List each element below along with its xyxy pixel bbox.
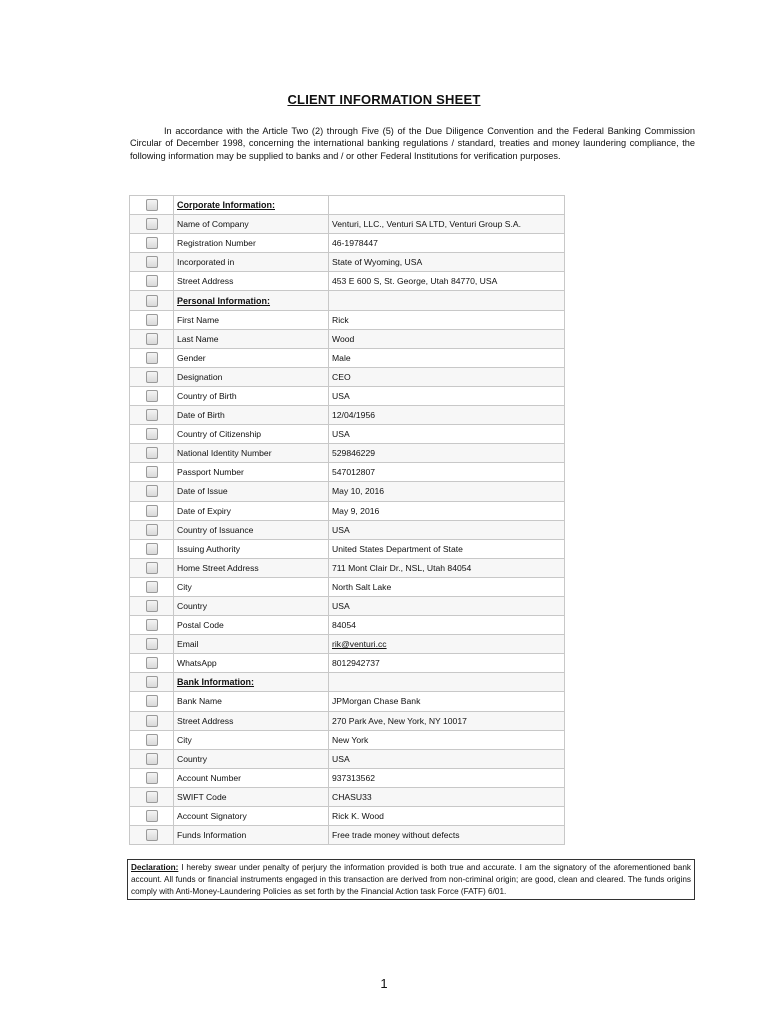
section-row	[130, 673, 565, 692]
section-heading: Personal Information:	[177, 295, 271, 306]
table-row	[130, 807, 565, 826]
table-row	[130, 826, 565, 845]
field-label-cell	[174, 425, 329, 444]
field-value: USA	[332, 753, 350, 764]
field-value-cell	[329, 539, 565, 558]
checkbox[interactable]	[146, 218, 158, 230]
field-label: Postal Code	[177, 620, 224, 631]
checkbox-cell	[130, 425, 174, 444]
table-row	[130, 501, 565, 520]
intro-paragraph	[130, 125, 695, 162]
table-row	[130, 616, 565, 635]
field-value-cell	[329, 444, 565, 463]
checkbox-cell	[130, 654, 174, 673]
field-label-cell	[174, 329, 329, 348]
checkbox[interactable]	[146, 657, 158, 669]
checkbox[interactable]	[146, 371, 158, 383]
table-row	[130, 463, 565, 482]
checkbox[interactable]	[146, 829, 158, 841]
field-value-cell	[329, 807, 565, 826]
checkbox-cell	[130, 692, 174, 711]
checkbox-cell	[130, 253, 174, 272]
checkbox[interactable]	[146, 199, 158, 211]
checkbox-cell	[130, 272, 174, 291]
section-heading: Corporate Information:	[177, 200, 275, 211]
intro-text: In accordance with the Article Two (2) through Five (5) of the Due Diligence Convention and the Federal Banking Commission Circular of December 1998, concerning the international banking regulations / standard, treaties and money laundering compliance, the following information may be supplied to banks and / or other Federal Institutions for verification purposes.	[130, 126, 695, 161]
field-value-cell	[329, 310, 565, 329]
field-label-cell	[174, 635, 329, 654]
checkbox[interactable]	[146, 810, 158, 822]
field-value-cell	[329, 577, 565, 596]
field-value: North Salt Lake	[332, 581, 392, 592]
field-value: CEO	[332, 371, 351, 382]
table-row	[130, 329, 565, 348]
field-label: Country of Birth	[177, 390, 237, 401]
section-heading: Bank Information:	[177, 677, 255, 688]
field-label: Name of Company	[177, 219, 249, 230]
table-row	[130, 272, 565, 291]
field-value: May 9, 2016	[332, 505, 380, 516]
checkbox-cell	[130, 768, 174, 787]
checkbox-cell	[130, 807, 174, 826]
table-row	[130, 348, 565, 367]
field-value: USA	[332, 429, 350, 440]
field-label-cell	[174, 577, 329, 596]
table-row	[130, 711, 565, 730]
field-value: 453 E 600 S, St. George, Utah 84770, USA	[332, 276, 498, 287]
field-label-cell	[174, 272, 329, 291]
table-row	[130, 635, 565, 654]
checkbox-cell	[130, 749, 174, 768]
field-value-cell	[329, 616, 565, 635]
field-label: WhatsApp	[177, 658, 217, 669]
table-row	[130, 310, 565, 329]
checkbox-cell	[130, 196, 174, 215]
field-value-cell	[329, 482, 565, 501]
field-value-cell	[329, 386, 565, 405]
email-link[interactable]: rik@venturi.cc	[332, 639, 387, 650]
field-label: Street Address	[177, 715, 234, 726]
field-value-cell	[329, 558, 565, 577]
table-row	[130, 596, 565, 615]
field-label-cell	[174, 444, 329, 463]
field-label: Bank Name	[177, 696, 222, 707]
field-label-cell	[174, 749, 329, 768]
checkbox-cell	[130, 635, 174, 654]
checkbox[interactable]	[146, 390, 158, 402]
field-value-cell	[329, 291, 565, 310]
field-value: 46-1978447	[332, 238, 378, 249]
declaration-box	[127, 859, 695, 900]
field-value-cell	[329, 196, 565, 215]
checkbox[interactable]	[146, 485, 158, 497]
field-label: Account Signatory	[177, 811, 247, 822]
checkbox-cell	[130, 539, 174, 558]
field-label: City	[177, 734, 192, 745]
checkbox[interactable]	[146, 237, 158, 249]
field-value: May 10, 2016	[332, 486, 385, 497]
field-value-cell	[329, 425, 565, 444]
table-row	[130, 749, 565, 768]
field-label-cell	[174, 768, 329, 787]
field-label-cell	[174, 673, 329, 692]
field-value: 937313562	[332, 772, 376, 783]
field-value-cell	[329, 501, 565, 520]
checkbox[interactable]	[146, 562, 158, 574]
field-label-cell	[174, 291, 329, 310]
field-label-cell	[174, 501, 329, 520]
field-value-cell	[329, 406, 565, 425]
field-label: Designation	[177, 371, 223, 382]
checkbox[interactable]	[146, 256, 158, 268]
field-value: 547012807	[332, 467, 376, 478]
field-value: 711 Mont Clair Dr., NSL, Utah 84054	[332, 562, 472, 573]
checkbox[interactable]	[146, 772, 158, 784]
field-label: Issuing Authority	[177, 543, 241, 554]
checkbox[interactable]	[146, 581, 158, 593]
checkbox[interactable]	[146, 333, 158, 345]
checkbox[interactable]	[146, 791, 158, 803]
table-row	[130, 558, 565, 577]
field-label-cell	[174, 386, 329, 405]
field-value-cell	[329, 348, 565, 367]
checkbox[interactable]	[146, 543, 158, 555]
field-label-cell	[174, 196, 329, 215]
checkbox[interactable]	[146, 638, 158, 650]
field-value-cell	[329, 367, 565, 386]
field-label-cell	[174, 215, 329, 234]
table-row	[130, 386, 565, 405]
checkbox-cell	[130, 444, 174, 463]
field-label: Email	[177, 639, 199, 650]
field-label: Country	[177, 601, 208, 612]
checkbox[interactable]	[146, 505, 158, 517]
field-value: USA	[332, 601, 350, 612]
field-value-cell	[329, 596, 565, 615]
field-label: Country	[177, 753, 208, 764]
field-label-cell	[174, 406, 329, 425]
checkbox[interactable]	[146, 676, 158, 688]
field-value-cell	[329, 768, 565, 787]
checkbox[interactable]	[146, 753, 158, 765]
field-label-cell	[174, 463, 329, 482]
field-label-cell	[174, 520, 329, 539]
field-value: 529846229	[332, 448, 376, 459]
table-row	[130, 425, 565, 444]
table-row	[130, 539, 565, 558]
field-label: Incorporated in	[177, 257, 235, 268]
table-row	[130, 654, 565, 673]
field-label: Country of Citizenship	[177, 429, 262, 440]
checkbox-cell	[130, 596, 174, 615]
field-label: Date of Expiry	[177, 505, 231, 516]
field-value-cell	[329, 253, 565, 272]
field-value: Venturi, LLC., Venturi SA LTD, Venturi Group S.A.	[332, 219, 522, 230]
field-value-cell	[329, 635, 565, 654]
field-value: 84054	[332, 620, 356, 631]
field-value: Wood	[332, 333, 355, 344]
table-row	[130, 406, 565, 425]
field-label: Street Address	[177, 276, 234, 287]
field-value: 270 Park Ave, New York, NY 10017	[332, 715, 467, 726]
field-label-cell	[174, 367, 329, 386]
field-value: USA	[332, 390, 350, 401]
field-label-cell	[174, 787, 329, 806]
field-label: Last Name	[177, 333, 219, 344]
field-value-cell	[329, 654, 565, 673]
checkbox-cell	[130, 577, 174, 596]
field-value-cell	[329, 272, 565, 291]
table-row	[130, 367, 565, 386]
field-label-cell	[174, 482, 329, 501]
client-info-table	[129, 195, 565, 845]
checkbox-cell	[130, 406, 174, 425]
checkbox-cell	[130, 673, 174, 692]
field-value: United States Department of State	[332, 543, 463, 554]
checkbox[interactable]	[146, 275, 158, 287]
field-value: Male	[332, 352, 351, 363]
field-value-cell	[329, 826, 565, 845]
field-value: 8012942737	[332, 658, 380, 669]
field-value-cell	[329, 215, 565, 234]
checkbox-cell	[130, 616, 174, 635]
field-label-cell	[174, 348, 329, 367]
checkbox-cell	[130, 826, 174, 845]
checkbox-cell	[130, 291, 174, 310]
field-value-cell	[329, 673, 565, 692]
field-label: Home Street Address	[177, 562, 259, 573]
field-value: Free trade money without defects	[332, 830, 460, 841]
checkbox-cell	[130, 215, 174, 234]
field-value: USA	[332, 524, 350, 535]
table-row	[130, 253, 565, 272]
checkbox-cell	[130, 558, 174, 577]
checkbox[interactable]	[146, 619, 158, 631]
checkbox-cell	[130, 386, 174, 405]
checkbox-cell	[130, 482, 174, 501]
field-label-cell	[174, 596, 329, 615]
field-value-cell	[329, 730, 565, 749]
table-row	[130, 787, 565, 806]
table-row	[130, 444, 565, 463]
checkbox[interactable]	[146, 600, 158, 612]
field-label-cell	[174, 539, 329, 558]
page-number: 1	[380, 976, 388, 991]
field-label-cell	[174, 253, 329, 272]
field-label-cell	[174, 692, 329, 711]
field-value-cell	[329, 711, 565, 730]
table-row	[130, 692, 565, 711]
table-row	[130, 482, 565, 501]
field-value-cell	[329, 329, 565, 348]
checkbox[interactable]	[146, 466, 158, 478]
table-row	[130, 577, 565, 596]
field-label-cell	[174, 826, 329, 845]
field-label: Account Number	[177, 772, 242, 783]
checkbox[interactable]	[146, 524, 158, 536]
field-label-cell	[174, 730, 329, 749]
checkbox-cell	[130, 730, 174, 749]
field-value-cell	[329, 520, 565, 539]
field-value-cell	[329, 787, 565, 806]
checkbox[interactable]	[146, 695, 158, 707]
field-label: Funds Information	[177, 830, 247, 841]
field-value-cell	[329, 463, 565, 482]
table-row	[130, 768, 565, 787]
checkbox[interactable]	[146, 409, 158, 421]
field-value-cell	[329, 749, 565, 768]
field-label: Date of Issue	[177, 486, 228, 497]
field-value: CHASU33	[332, 791, 372, 802]
field-label: Registration Number	[177, 238, 256, 249]
field-label-cell	[174, 616, 329, 635]
checkbox-cell	[130, 711, 174, 730]
field-label: SWIFT Code	[177, 791, 227, 802]
checkbox[interactable]	[146, 715, 158, 727]
checkbox[interactable]	[146, 734, 158, 746]
table-row	[130, 234, 565, 253]
field-value: State of Wyoming, USA	[332, 257, 423, 268]
field-value: 12/04/1956	[332, 410, 376, 421]
field-label: National Identity Number	[177, 448, 272, 459]
field-value: Rick K. Wood	[332, 811, 384, 822]
field-value-cell	[329, 234, 565, 253]
checkbox-cell	[130, 520, 174, 539]
checkbox[interactable]	[146, 352, 158, 364]
field-label-cell	[174, 654, 329, 673]
field-label: Gender	[177, 352, 206, 363]
checkbox-cell	[130, 367, 174, 386]
checkbox-cell	[130, 348, 174, 367]
field-label-cell	[174, 711, 329, 730]
table-row	[130, 520, 565, 539]
checkbox-cell	[130, 501, 174, 520]
checkbox-cell	[130, 329, 174, 348]
field-label: Date of Birth	[177, 410, 225, 421]
field-label-cell	[174, 234, 329, 253]
field-label: Passport Number	[177, 467, 244, 478]
declaration-text: I hereby swear under penalty of perjury the information provided is both true and accurate. I am the signatory of the aforementioned bank account. All funds or financial instruments engaged in this transaction are derived from non-criminal origin; are good, clean and cleared. The funds origins comply with Anti-Money-Laundering Policies as set forth by the Financial Action task Force (FATF) 6/01.	[131, 863, 691, 896]
checkbox[interactable]	[146, 314, 158, 326]
page-title: CLIENT INFORMATION SHEET	[287, 92, 481, 107]
field-value: JPMorgan Chase Bank	[332, 696, 421, 707]
section-row	[130, 291, 565, 310]
checkbox-cell	[130, 310, 174, 329]
field-value-cell	[329, 692, 565, 711]
checkbox-cell	[130, 463, 174, 482]
field-label-cell	[174, 558, 329, 577]
checkbox-cell	[130, 234, 174, 253]
table-row	[130, 215, 565, 234]
field-label: First Name	[177, 314, 220, 325]
field-value: Rick	[332, 314, 349, 325]
field-label-cell	[174, 807, 329, 826]
declaration-label: Declaration:	[131, 863, 179, 872]
field-label: City	[177, 581, 192, 592]
field-value: New York	[332, 734, 369, 745]
checkbox[interactable]	[146, 428, 158, 440]
table-row	[130, 730, 565, 749]
section-row	[130, 196, 565, 215]
checkbox[interactable]	[146, 295, 158, 307]
field-label-cell	[174, 310, 329, 329]
checkbox-cell	[130, 787, 174, 806]
field-label: Country of Issuance	[177, 524, 254, 535]
checkbox[interactable]	[146, 447, 158, 459]
